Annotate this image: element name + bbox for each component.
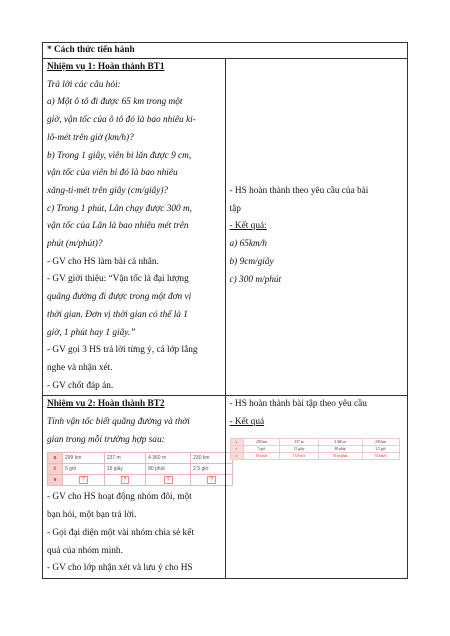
row-header: s — [48, 453, 63, 464]
table-cell: 237 m — [280, 438, 318, 445]
table-cell: 237 m — [104, 453, 145, 464]
table-cell: 5 giờ — [243, 445, 280, 452]
task1-line: - GV cho HS làm bài cá nhân. — [47, 256, 159, 267]
table-cell: 2,5 giờ — [191, 464, 233, 475]
table-cell: 5 giờ — [63, 464, 105, 475]
task1-answer: b) 9cm/giây — [229, 256, 274, 267]
table-cell: 230 km — [362, 438, 399, 445]
task1-line: xăng-ti-mét trên giây (cm/giây)? — [47, 185, 169, 196]
task1-line: Trả lời các câu hỏi: — [47, 79, 121, 90]
task2-line: - GV cho lớp nhận xét và lưu ý cho HS — [47, 563, 193, 574]
task1-line: - GV chốt đáp án. — [47, 380, 114, 391]
task1-answer: c) 300 m/phút — [229, 274, 282, 285]
table-cell: 80 phút — [146, 464, 191, 475]
row-header: s — [230, 438, 243, 445]
task1-line: giờ, vận tốc của ô tô đó là bao nhiêu ki- — [47, 115, 196, 126]
table-cell — [63, 475, 105, 486]
task2-student-column — [225, 396, 408, 579]
task1-line: lô-mét trên giờ (km/h)? — [47, 132, 134, 143]
task1-result-line: tập — [229, 203, 241, 214]
table-cell: 15,8 m/s — [280, 452, 318, 459]
table-cell: 2,5 giờ — [362, 445, 399, 452]
unknown-box: ? — [207, 476, 216, 484]
task2-title: Nhiệm vụ 2: Hoàn thành BT2 — [47, 399, 165, 410]
row-header: t — [48, 464, 63, 475]
task2-result-line: - HS hoàn thành bài tập theo yêu cầu — [229, 399, 367, 410]
unknown-box: ? — [79, 476, 88, 484]
row-header: v — [230, 452, 243, 459]
task1-student-column — [225, 59, 408, 396]
table-cell: 250 km — [243, 438, 280, 445]
table-cell: 55 m/phút — [318, 452, 362, 459]
table-cell: 299 km — [63, 453, 105, 464]
unknown-box: ? — [164, 476, 173, 484]
task2-intro-line: gian trong mỗi trường hợp sau: — [47, 434, 165, 445]
task1-line: vận tốc của viên bi đó là bao nhiêu — [47, 168, 178, 179]
task1-teacher-column — [43, 59, 226, 396]
task2-line: quả của nhóm mình. — [47, 545, 123, 556]
task1-answer: a) 65km/h — [229, 239, 267, 250]
task1-line: - GV gọi 3 HS trả lời từng ý, cả lớp lắng — [47, 345, 198, 356]
task1-line: nghe và nhận xét. — [47, 362, 113, 373]
table-cell: 4 360 m — [318, 438, 362, 445]
task2-line: bạn hỏi, một bạn trả lời. — [47, 510, 137, 521]
task1-line: b) Trong 1 giây, viên bi lăn được 9 cm, — [47, 150, 192, 161]
task1-result-label: - Kết quả: — [229, 221, 267, 232]
unknown-box: ? — [121, 476, 130, 484]
task2-teacher-column — [43, 396, 226, 579]
task2-line: - Gọi đại diện một vài nhóm chia sẻ kết — [47, 527, 194, 538]
row-header: t — [230, 445, 243, 452]
table-cell: 50 km/h — [243, 452, 280, 459]
section-header: * Cách thức tiến hành — [43, 43, 408, 59]
task1-line: vận tốc của Lân là bao nhiêu mét trên — [47, 221, 189, 232]
row-header: v — [48, 475, 63, 486]
table-cell: 92 km/h — [362, 452, 399, 459]
table-cell: 4 360 m — [146, 453, 191, 464]
task1-line: giờ, 1 phút hay 1 giây.” — [47, 327, 136, 338]
task2-intro-line: Tính vận tốc biết quãng đường và thời — [47, 417, 190, 428]
table-cell: 230 km — [191, 453, 233, 464]
exercise-table — [47, 452, 233, 486]
lesson-table — [42, 42, 408, 579]
task2-line: - GV cho HS hoạt động nhóm đôi, một — [47, 492, 192, 503]
result-table — [230, 438, 400, 460]
table-cell: 15 giây — [280, 445, 318, 452]
task1-line: - GV giới thiệu: “Vận tốc là đại lượng — [47, 274, 189, 285]
table-cell: 80 phút — [318, 445, 362, 452]
table-cell — [104, 475, 145, 486]
table-cell — [146, 475, 191, 486]
table-cell: 15 giây — [104, 464, 145, 475]
task1-line: quãng đường đi được trong một đơn vị — [47, 292, 192, 303]
task1-result-line: - HS hoàn thành theo yêu cầu của bài — [229, 186, 369, 196]
task1-line: thời gian. Đơn vị thời gian có thể là 1 — [47, 309, 188, 320]
task1-line: phút (m/phút)? — [47, 239, 103, 250]
task1-title: Nhiệm vụ 1: Hoàn thành BT1 — [47, 62, 165, 72]
task1-line: c) Trong 1 phút, Lân chạy được 300 m, — [47, 203, 193, 214]
task2-result-label: - Kết quả — [229, 417, 265, 428]
task1-line: a) Một ô tô đi được 65 km trong một — [47, 97, 183, 108]
